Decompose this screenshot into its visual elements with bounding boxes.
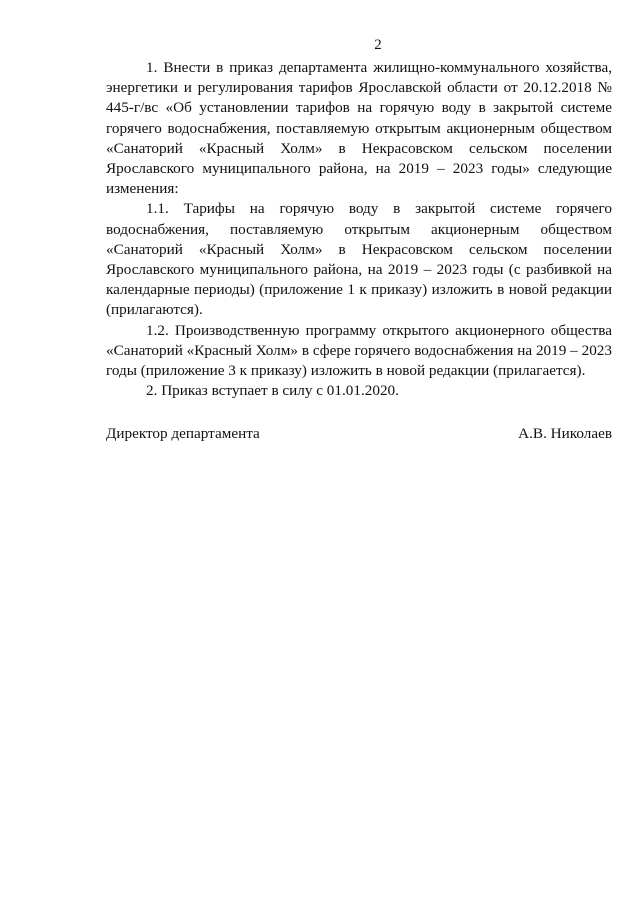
document-body xyxy=(106,58,612,401)
signatory-position: Директор департамента xyxy=(106,425,260,442)
paragraph-item-2: 2. Приказ вступает в силу с 01.01.2020. xyxy=(146,382,399,400)
paragraph-item-1: 1. Внести в приказ департамента жилищно-коммунального хозяйства, энергетики и регулирования тарифов Ярославской области от 20.12.2018 № 445-г/вс «Об установлении тарифов на горячую воду в закрытой системе горячего водоснабжения, поставляемую открытым акционерным обществом «Санаторий «Красный Холм» в Некрасовском сельском поселении Ярославского муниципального района, на 2019 – 2023 годы» следующие изменения: xyxy=(106,59,612,198)
paragraph-item-1-2: 1.2. Производственную программу открытого акционерного общества «Санаторий «Красный Холм» в сфере горячего водоснабжения на 2019 – 2023 годы (приложение 3 к приказу) изложить в новой редакции (прилагается). xyxy=(106,321,612,380)
signature-block xyxy=(106,424,612,444)
paragraph-item-1-1: 1.1. Тарифы на горячую воду в закрытой системе горячего водоснабжения, поставляемую открытым акционерным обществом «Санаторий «Красный Холм» в Некрасовском сельском поселении Ярославского муниципального района, на 2019 – 2023 годы (с разбивкой на календарные периоды) (приложение 1 к приказу) изложить в новой редакции (прилагаются). xyxy=(106,200,612,319)
page-number: 2 xyxy=(374,37,382,53)
signatory-name: А.В. Николаев xyxy=(518,425,612,442)
